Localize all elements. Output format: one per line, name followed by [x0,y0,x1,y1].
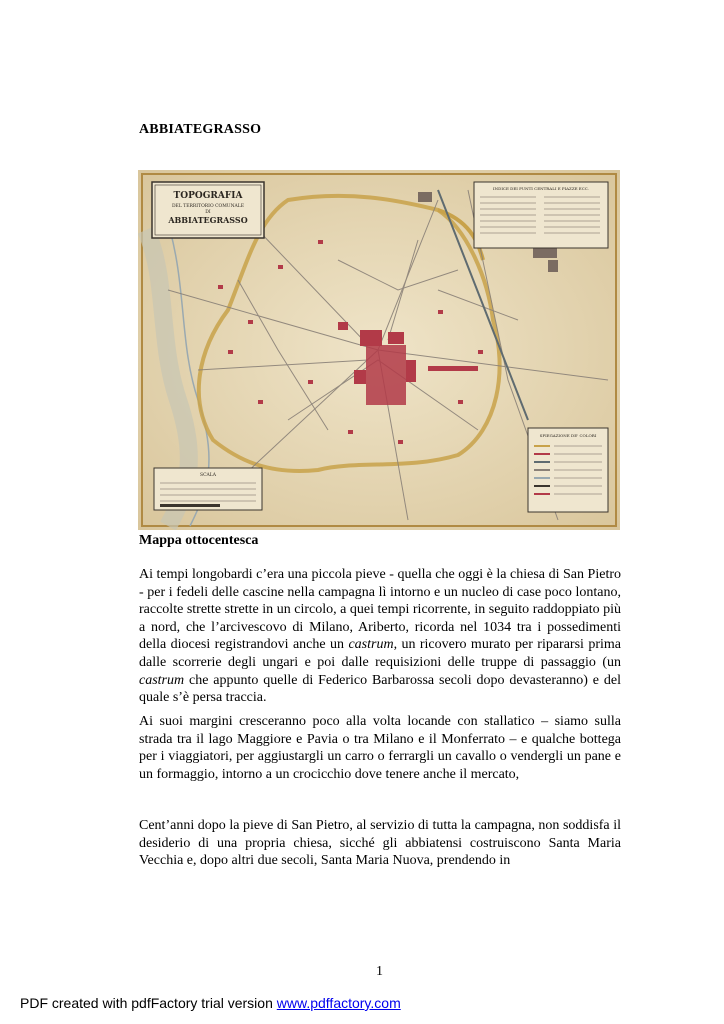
footer-text: PDF created with pdfFactory trial version [20,995,277,1011]
paragraph-1-emphasis-2: castrum [139,672,185,688]
paragraph-1-text-a: Ai tempi longobardi c’era una piccola pieve - quella che oggi è la chiesa di San Pietro - per i fedeli delle cascine nella campagna lì intorno e un nucleo di case poco lontano, raccolte strette strette in un circolo, a quei tempi ricorrente, in seguito raddoppiato più a nord, che l’arcivescovo di Milano, Ariberto, ricorda nel 1034 tra i possedimenti della diocesi registrandovi anche un [139,567,621,653]
map-title-line-1: TOPOGRAFIA [173,191,243,201]
paragraph-1 [139,566,621,707]
historic-map-image [138,170,620,530]
document-heading: ABBIATEGRASSO [139,122,262,137]
figure-caption: Mappa ottocentesca [139,533,259,548]
paragraph-1-text-c: che appunto quelle di Federico Barbarossa secoli dopo devasteranno) e del quale s’è persa traccia. [139,672,621,706]
paragraph-1-text-b: , un ricovero murato per ripararsi prima dalle scorrerie degli ungari e poi dalle requisizioni delle truppe di passaggio (un [139,637,621,670]
paragraph-3: Cent’anni dopo la pieve di San Pietro, al servizio di tutta la campagna, non soddisfa il desiderio di una propria chiesa, sicché gli abbiatensi costruiscono Santa Maria Vecchia e, dopo altri due secoli, Santa Maria Nuova, prendendo in [139,818,621,869]
map-title-line-3: DI [205,210,211,215]
legend-top-title: INDICE DEI PUNTI CENTRALI E PIAZZE ECC. [493,186,589,191]
map-title-line-2: DEL TERRITORIO COMUNALE [171,204,245,209]
legend-bottom-title: SPIEGAZIONE DE' COLORI [539,433,597,438]
scale-label: SCALA [199,473,217,478]
pdf-footer [20,995,401,1011]
paragraph-1-emphasis-1: castrum [348,637,394,653]
paragraph-2: Ai suoi margini cresceranno poco alla volta locande con stallatico – siamo sulla strada tra il lago Maggiore e Pavia o tra Milano e il Monferrato – e qualche bottega per i viaggiatori, per aggiustargli un carro o ferrargli un cavallo o vendergli un pane e un formaggio, intorno a un crocicchio dove tenere anche il mercato, [139,714,621,782]
page-number: 1 [376,964,383,979]
footer-link[interactable]: www.pdffactory.com [276,995,401,1011]
map-title-line-4: ABBIATEGRASSO [168,215,248,225]
